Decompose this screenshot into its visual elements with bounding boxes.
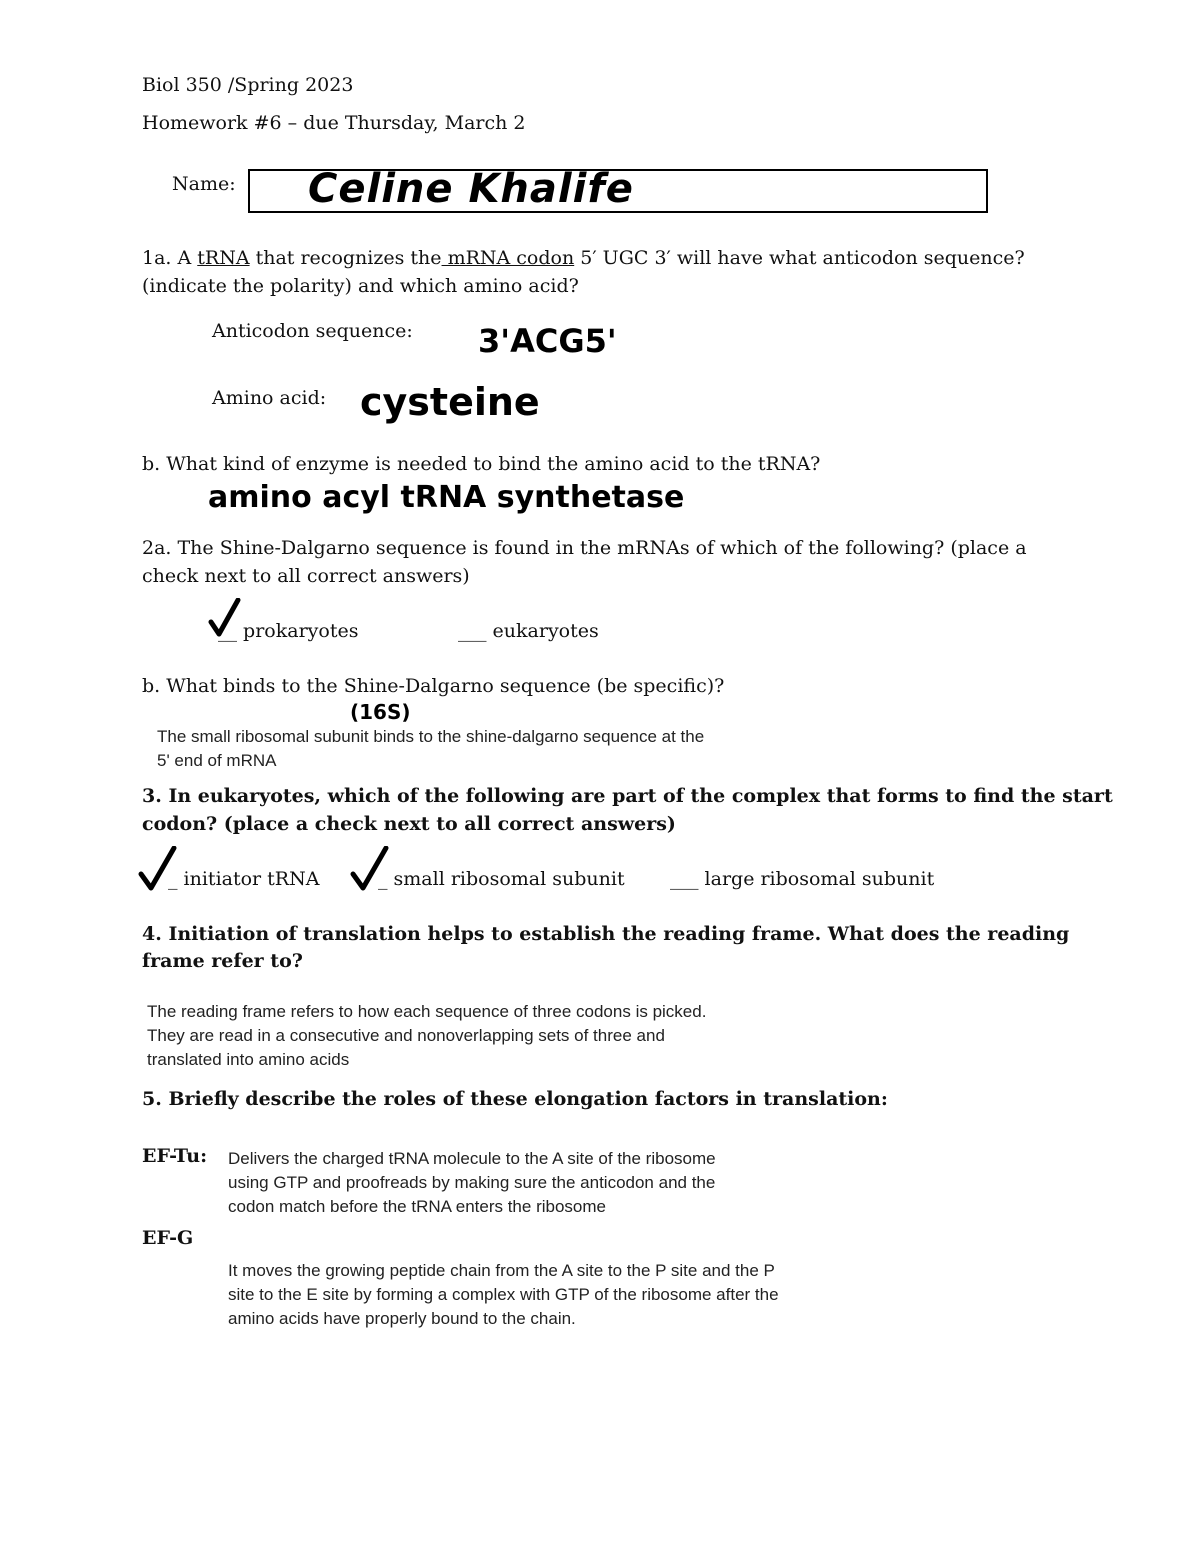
q1a-line2: (indicate the polarity) and which amino acid?: [142, 275, 579, 297]
homework-title: Homework #6 – due Thursday, March 2: [142, 112, 526, 134]
eftu-answer-line1: Delivers the charged tRNA molecule to the A site of the ribosome: [228, 1149, 716, 1168]
q2b-answer-line1: The small ribosomal subunit binds to the shine-dalgarno sequence at the: [157, 727, 705, 746]
q1a-prefix: 1a. A: [142, 247, 198, 269]
q1a-line1: [142, 247, 1025, 269]
q2b-note: (16S): [350, 700, 411, 724]
q2a-line2: check next to all correct answers): [142, 565, 470, 587]
course-header: Biol 350 /Spring 2023: [142, 74, 354, 96]
efg-answer-line2: site to the E site by forming a complex with GTP of the ribosome after the: [228, 1285, 779, 1304]
amino-acid-answer: cysteine: [360, 380, 540, 424]
efg-label: EF-G: [142, 1227, 194, 1249]
anticodon-answer: 3'ACG5': [478, 322, 617, 360]
eftu-answer-line2: using GTP and proofreads by making sure the anticodon and the: [228, 1173, 716, 1192]
q4-answer-line1: The reading frame refers to how each sequence of three codons is picked.: [147, 1002, 707, 1021]
anticodon-label: Anticodon sequence:: [212, 320, 413, 342]
q2a-line1: 2a. The Shine-Dalgarno sequence is found in the mRNAs of which of the following? (place a: [142, 537, 1027, 559]
q1a-mid: that recognizes the: [249, 247, 442, 269]
efg-answer-line1: It moves the growing peptide chain from the A site to the P site and the P: [228, 1261, 775, 1280]
q1a-trna: tRNA: [197, 247, 250, 269]
option-small-ribosomal-subunit[interactable]: _ small ribosomal subunit: [378, 868, 625, 890]
q1b-question: b. What kind of enzyme is needed to bind the amino acid to the tRNA?: [142, 453, 821, 475]
amino-acid-label: Amino acid:: [212, 387, 327, 409]
option-large-ribosomal-subunit[interactable]: ___ large ribosomal subunit: [670, 868, 935, 890]
q2b-question: b. What binds to the Shine-Dalgarno sequence (be specific)?: [142, 675, 725, 697]
q4-answer-line2: They are read in a consecutive and nonoverlapping sets of three and: [147, 1026, 665, 1045]
q4-line2: frame refer to?: [142, 950, 303, 972]
eftu-answer-line3: codon match before the tRNA enters the ribosome: [228, 1197, 606, 1216]
option-initiator-trna[interactable]: _ initiator tRNA: [168, 868, 320, 890]
name-value: Celine Khalife: [308, 166, 634, 212]
eftu-label: EF-Tu:: [142, 1145, 208, 1167]
q1a-rest: 5′ UGC 3′ will have what anticodon sequence?: [574, 247, 1025, 269]
q4-line1: 4. Initiation of translation helps to establish the reading frame. What does the reading: [142, 923, 1070, 945]
option-eukaryotes[interactable]: ___ eukaryotes: [458, 620, 599, 642]
q1a-codon: mRNA codon: [441, 247, 575, 269]
name-label: Name:: [172, 173, 236, 195]
efg-answer-line3: amino acids have properly bound to the chain.: [228, 1309, 576, 1328]
option-prokaryotes[interactable]: __ prokaryotes: [218, 620, 359, 642]
q3-line1: 3. In eukaryotes, which of the following are part of the complex that forms to find the start: [142, 785, 1113, 807]
q5-question: 5. Briefly describe the roles of these elongation factors in translation:: [142, 1088, 888, 1110]
q4-answer-line3: translated into amino acids: [147, 1050, 350, 1069]
q1b-answer: amino acyl tRNA synthetase: [208, 480, 685, 515]
q2b-answer-line2: 5' end of mRNA: [157, 751, 277, 770]
q3-line2: codon? (place a check next to all correct answers): [142, 813, 676, 835]
